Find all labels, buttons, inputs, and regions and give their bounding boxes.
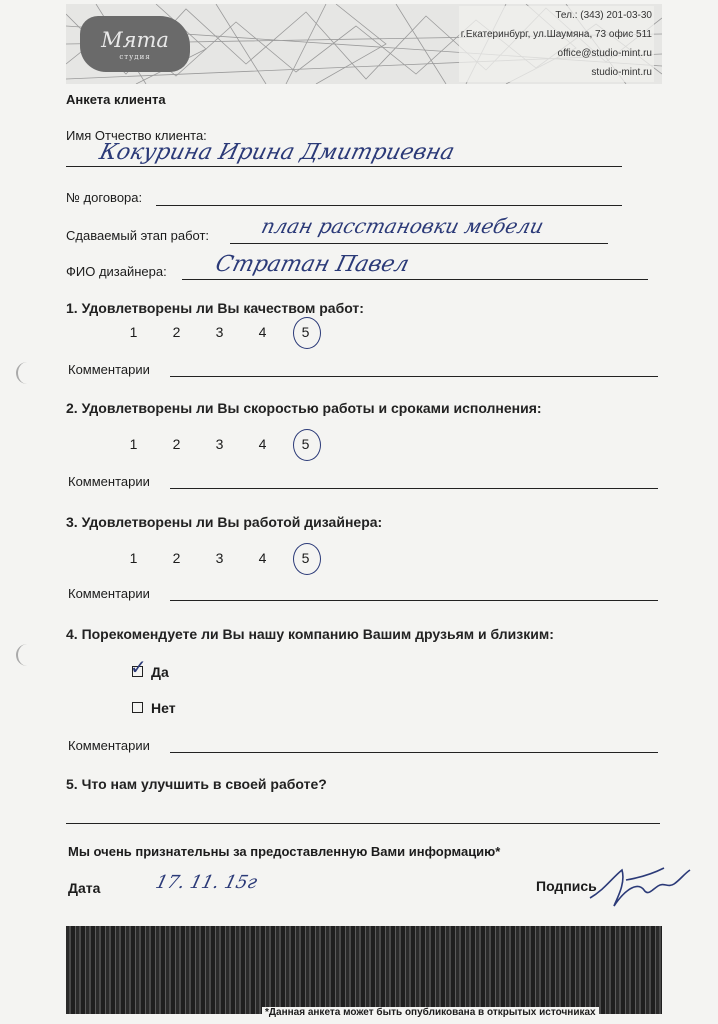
question-1: 1. Удовлетворены ли Вы качеством работ:	[66, 300, 364, 316]
comment-line-1[interactable]	[170, 376, 658, 377]
logo-sub: студия	[119, 53, 151, 61]
punch-hole-mark	[16, 362, 38, 384]
rating-3-option-4[interactable]: 4	[258, 550, 267, 566]
rating-scale-3	[112, 550, 327, 566]
question-3: 3. Удовлетворены ли Вы работой дизайнера:	[66, 514, 383, 530]
contract-line	[156, 205, 622, 206]
rating-scale-1	[112, 324, 327, 340]
header-band	[66, 4, 662, 84]
contact-website: studio-mint.ru	[459, 63, 654, 82]
checkbox-no[interactable]	[132, 702, 143, 713]
rating-1-option-4[interactable]: 4	[258, 324, 267, 340]
rating-scale-2	[112, 436, 327, 452]
contact-address: г.Екатеринбург, ул.Шаумяна, 73 офис 511	[459, 25, 654, 44]
stage-line	[230, 243, 608, 244]
signature-mark	[586, 860, 694, 912]
rating-3-option-3[interactable]: 3	[215, 550, 224, 566]
rating-3-selected-circle	[293, 543, 321, 575]
footer-band	[66, 926, 662, 1014]
question-4: 4. Порекомендуете ли Вы нашу компанию Вашим друзьям и близким:	[66, 626, 554, 642]
rating-2-option-1[interactable]: 1	[129, 436, 138, 452]
form-title: Анкета клиента	[66, 92, 166, 107]
rating-3-option-1[interactable]: 1	[129, 550, 138, 566]
question-2: 2. Удовлетворены ли Вы скоростью работы и сроками исполнения:	[66, 400, 542, 416]
designer-line	[182, 279, 648, 280]
rating-2-selected-circle	[293, 429, 321, 461]
rating-2-option-5[interactable]: 5	[284, 436, 327, 452]
rating-2-option-3[interactable]: 3	[215, 436, 224, 452]
rating-1-option-5[interactable]: 5	[284, 324, 327, 340]
comment-line-2[interactable]	[170, 488, 658, 489]
contact-phone: Тел.: (343) 201-03-30	[459, 6, 654, 25]
designer-value[interactable]: Стратан Павел	[212, 252, 412, 277]
designer-label: ФИО дизайнера:	[66, 264, 167, 279]
client-line	[66, 166, 622, 167]
rating-3-option-5[interactable]: 5	[284, 550, 327, 566]
stage-value[interactable]: план расстановки мебели	[259, 214, 547, 238]
option-no-label: Нет	[151, 700, 176, 716]
comment-label-1: Комментарии	[68, 362, 150, 377]
thanks-text: Мы очень признательны за предоставленную Вами информацию*	[68, 844, 501, 859]
studio-logo	[80, 16, 190, 72]
rating-1-option-2[interactable]: 2	[172, 324, 181, 340]
footnote: *Данная анкета может быть опубликована в открытых источниках	[262, 1007, 599, 1018]
logo-name: Мята	[101, 28, 169, 52]
option-no[interactable]	[132, 700, 176, 716]
client-value[interactable]: Кокурина Ирина Дмитриевна	[96, 140, 458, 165]
rating-1-selected-circle	[293, 317, 321, 349]
question-5: 5. Что нам улучшить в своей работе?	[66, 776, 327, 792]
rating-3-option-2[interactable]: 2	[172, 550, 181, 566]
comment-line-4[interactable]	[170, 752, 658, 753]
option-yes[interactable]	[130, 657, 169, 680]
rating-2-option-2[interactable]: 2	[172, 436, 181, 452]
rating-1-option-3[interactable]: 3	[215, 324, 224, 340]
date-value[interactable]: 17. 11. 15г	[153, 872, 260, 893]
rating-1-option-1[interactable]: 1	[129, 324, 138, 340]
answer-line-5[interactable]	[66, 823, 660, 824]
contact-email: office@studio-mint.ru	[459, 44, 654, 63]
contract-label: № договора:	[66, 190, 143, 205]
option-yes-label: Да	[151, 664, 169, 680]
stage-label: Сдаваемый этап работ:	[66, 228, 210, 243]
rating-2-option-4[interactable]: 4	[258, 436, 267, 452]
punch-hole-mark	[16, 644, 38, 666]
comment-label-3: Комментарии	[68, 586, 150, 601]
contact-info	[459, 6, 654, 82]
client-label: Имя Отчество клиента:	[66, 128, 207, 143]
date-label: Дата	[68, 880, 101, 896]
check-mark-icon: ✓	[130, 657, 147, 679]
signature-label: Подпись	[536, 878, 597, 894]
comment-label-4: Комментарии	[68, 738, 150, 753]
comment-line-3[interactable]	[170, 600, 658, 601]
checkbox-yes[interactable]	[130, 657, 147, 679]
comment-label-2: Комментарии	[68, 474, 150, 489]
